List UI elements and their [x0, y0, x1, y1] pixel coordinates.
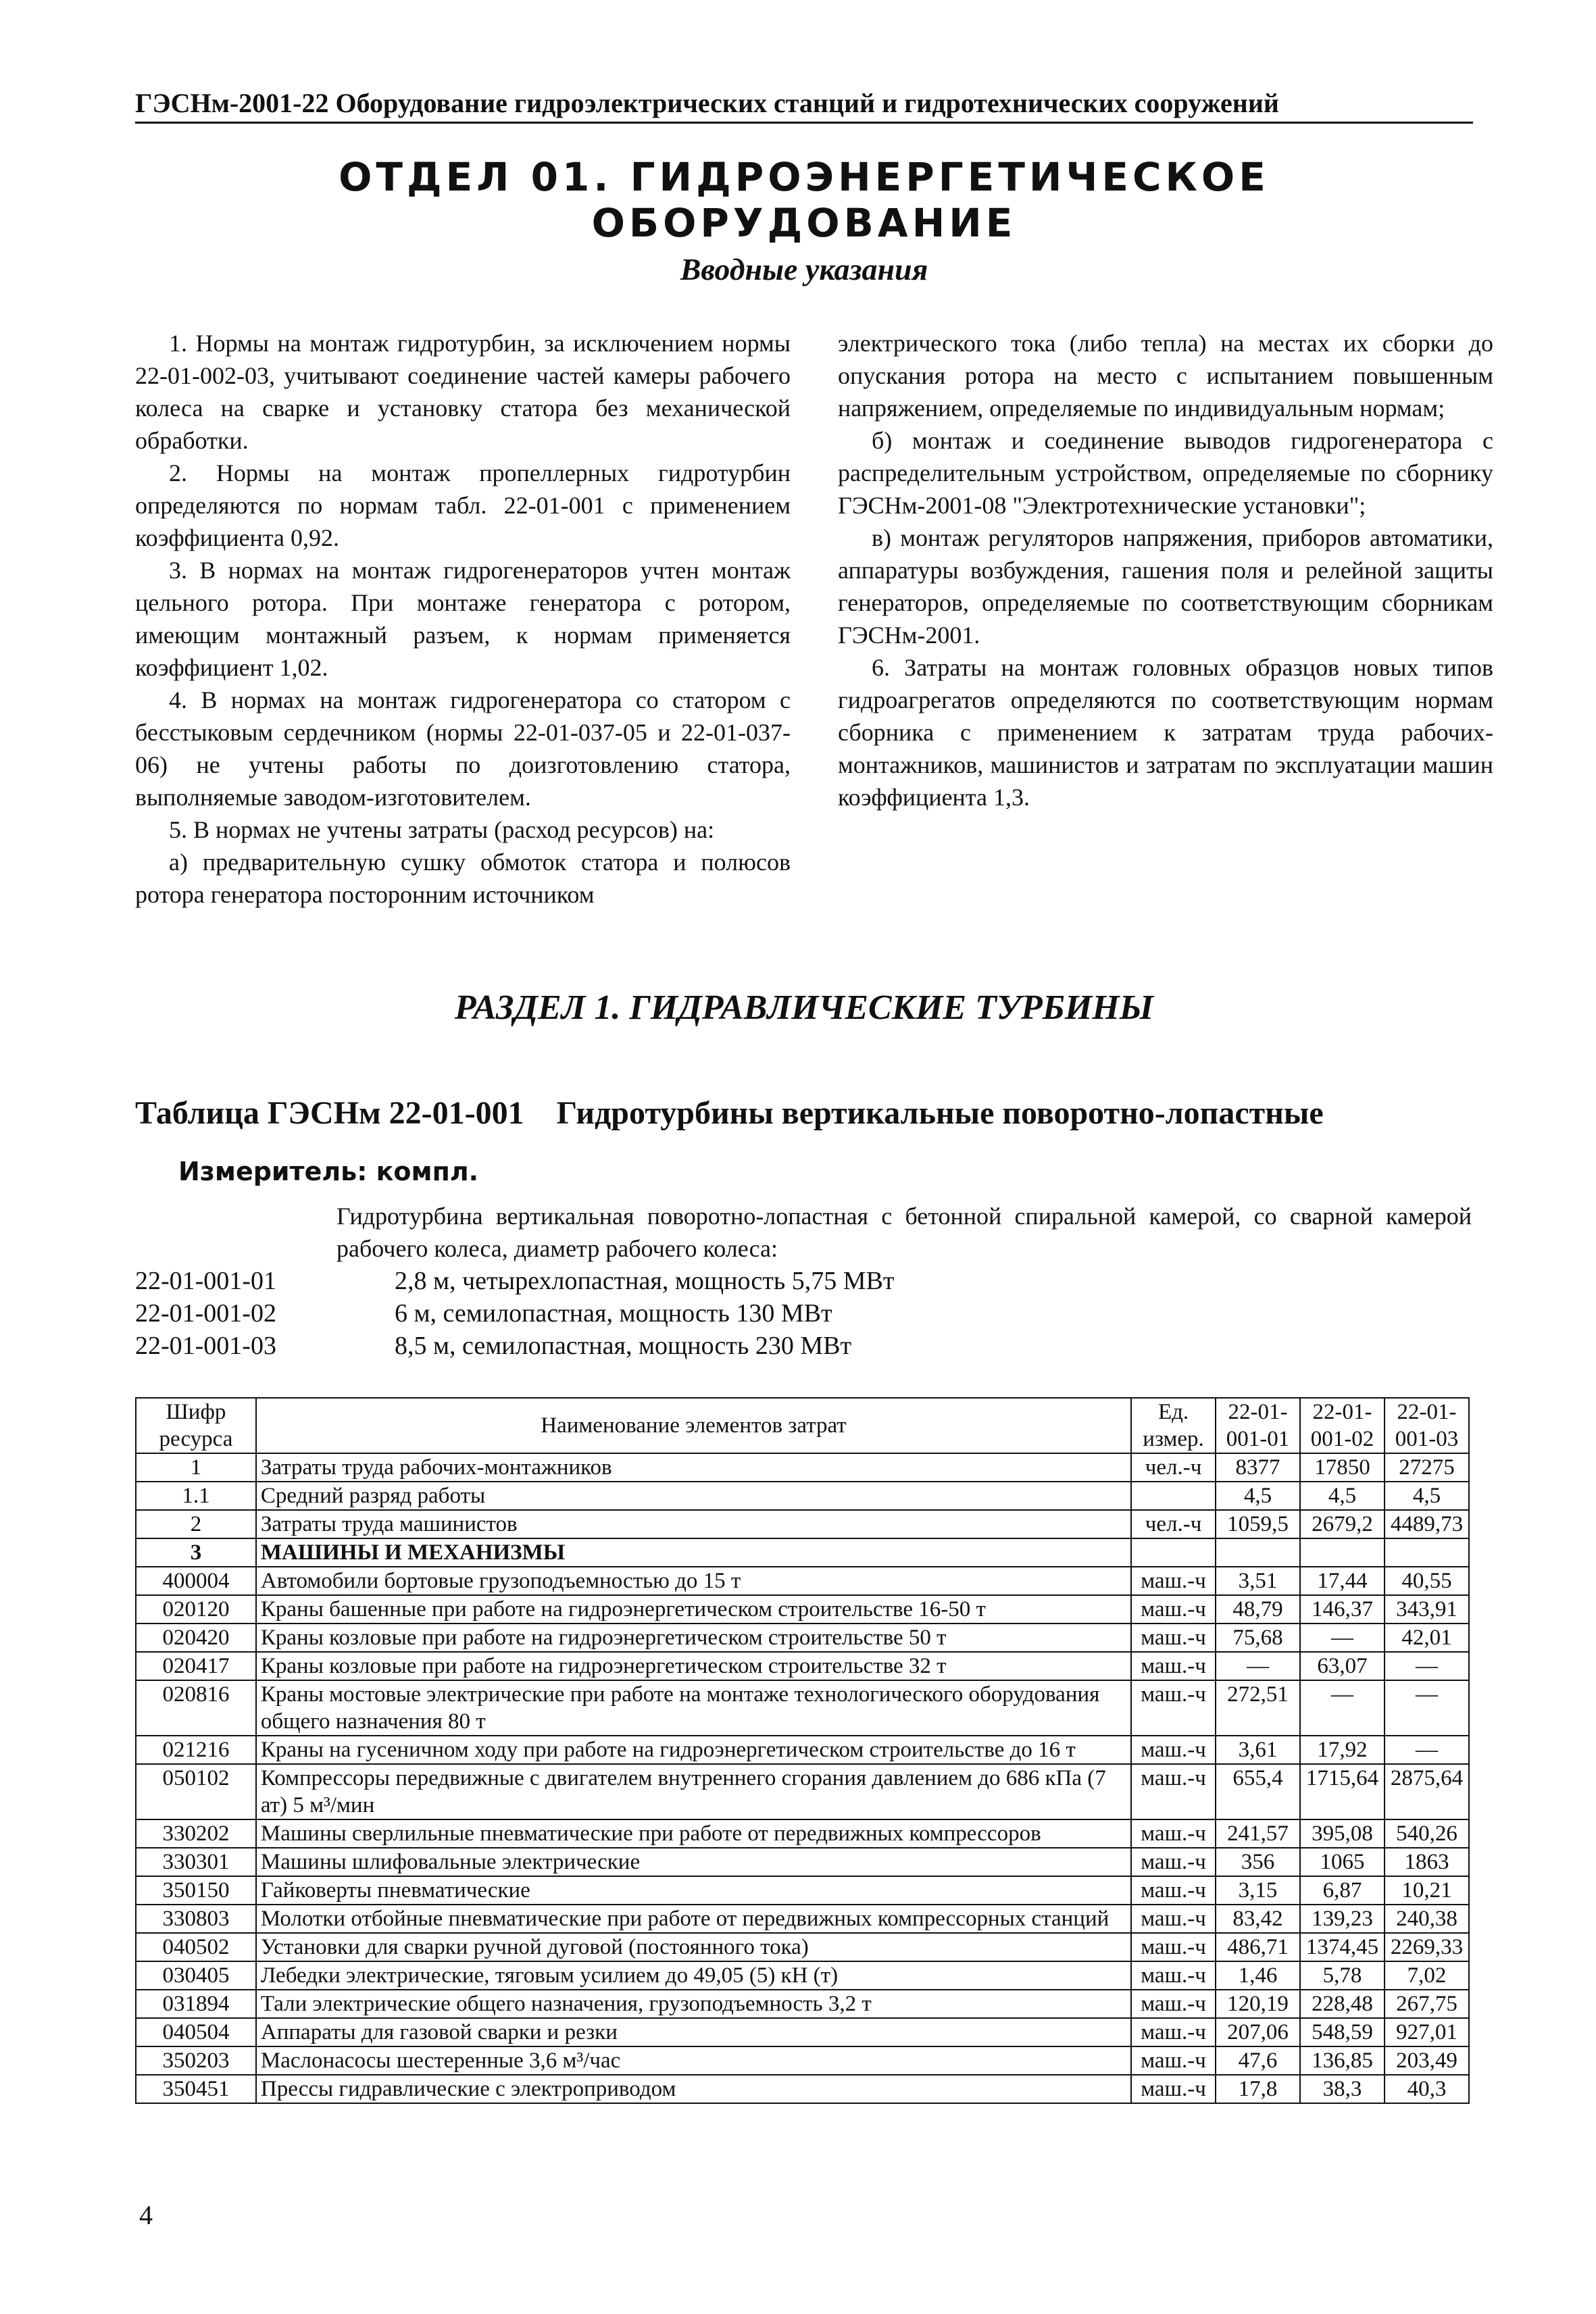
- resource-code: 1.1: [136, 1482, 256, 1510]
- value-variant-1: 3,51: [1216, 1567, 1300, 1595]
- value-variant-2: 38,3: [1300, 2075, 1385, 2103]
- intro-title: Вводные указания: [680, 252, 928, 286]
- value-variant-2: 17850: [1300, 1453, 1385, 1482]
- intro-left-column: [135, 327, 791, 911]
- variant-text: 2,8 м, четырехлопастная, мощность 5,75 МВт: [395, 1267, 895, 1295]
- value-variant-2: 17,44: [1300, 1567, 1385, 1595]
- resource-name: Тали электрические общего назначения, грузоподъемность 3,2 т: [256, 1990, 1131, 2018]
- resource-unit: маш.-ч: [1131, 1961, 1216, 1990]
- table-row: [136, 2046, 1469, 2075]
- value-variant-3: 7,02: [1385, 1961, 1469, 1990]
- value-variant-1: [1216, 1538, 1300, 1567]
- resource-unit: маш.-ч: [1131, 2046, 1216, 2075]
- table-title: [135, 1095, 1324, 1132]
- resource-unit: маш.-ч: [1131, 2018, 1216, 2046]
- value-variant-1: 48,79: [1216, 1595, 1300, 1624]
- variant-code: 22-01-001-02: [135, 1299, 276, 1328]
- value-variant-3: —: [1385, 1736, 1469, 1764]
- value-variant-2: 228,48: [1300, 1990, 1385, 2018]
- value-variant-1: 3,15: [1216, 1876, 1300, 1905]
- variant-text: 8,5 м, семилопастная, мощность 230 МВт: [395, 1332, 852, 1360]
- table-row: [136, 1453, 1469, 1482]
- intro-paragraph: 6. Затраты на монтаж головных образцов новых типов гидроагрегатов определяются по соответствующим нормам сборника с применением к затратам труда рабочих-монтажников, машинистов и затратам по эксплуатации машин коэффициента 1,3.: [838, 654, 1493, 811]
- table-row: [136, 1567, 1469, 1595]
- resource-name: Лебедки электрические, тяговым усилием до 49,05 (5) кН (т): [256, 1961, 1131, 1990]
- value-variant-2: 4,5: [1300, 1482, 1385, 1510]
- resource-unit: чел.-ч: [1131, 1453, 1216, 1482]
- value-variant-2: 17,92: [1300, 1736, 1385, 1764]
- resource-code: 3: [136, 1538, 256, 1567]
- value-variant-2: [1300, 1538, 1385, 1567]
- resource-name: Машины шлифовальные электрические: [256, 1848, 1131, 1876]
- header-name: Наименование элементов затрат: [256, 1398, 1131, 1453]
- resource-table: [135, 1397, 1470, 2104]
- header-unit: Ед. измер.: [1131, 1398, 1216, 1453]
- resource-unit: маш.-ч: [1131, 1736, 1216, 1764]
- resource-unit: маш.-ч: [1131, 1764, 1216, 1819]
- value-variant-2: 395,08: [1300, 1819, 1385, 1848]
- value-variant-3: 40,3: [1385, 2075, 1469, 2103]
- intro-right-column: [838, 327, 1493, 813]
- value-variant-3: 267,75: [1385, 1990, 1469, 2018]
- value-variant-3: 203,49: [1385, 2046, 1469, 2075]
- resource-name: Средний разряд работы: [256, 1482, 1131, 1510]
- intro-paragraph: 5. В нормах не учтены затраты (расход ресурсов) на:: [169, 816, 715, 843]
- resource-name: Прессы гидравлические с электроприводом: [256, 2075, 1131, 2103]
- table-description: Гидротурбина вертикальная поворотно-лопастная с бетонной спиральной камерой, со сварной камерой рабочего колеса, диаметр рабочего колеса:: [336, 1203, 1472, 1262]
- resource-unit: маш.-ч: [1131, 1819, 1216, 1848]
- page-header: ГЭСНм-2001-22 Оборудование гидроэлектрических станций и гидротехнических сооружений: [135, 86, 1473, 124]
- resource-unit: маш.-ч: [1131, 1624, 1216, 1652]
- resource-unit: маш.-ч: [1131, 1990, 1216, 2018]
- department-title: ОТДЕЛ 01. ГИДРОЭНЕРГЕТИЧЕСКОЕ ОБОРУДОВАНИЕ: [339, 154, 1270, 246]
- value-variant-3: —: [1385, 1652, 1469, 1680]
- intro-paragraph: 1. Нормы на монтаж гидротурбин, за исключением нормы 22-01-002-03, учитывают соединение частей камеры рабочего колеса на сварке и установку статора без механической обработки.: [135, 330, 791, 454]
- resource-name: Автомобили бортовые грузоподъемностью до 15 т: [256, 1567, 1131, 1595]
- table-row: [136, 1538, 1469, 1567]
- resource-name: Машины сверлильные пневматические при работе от передвижных компрессоров: [256, 1819, 1131, 1848]
- header-variant-2: 22-01-001-02: [1300, 1398, 1385, 1453]
- value-variant-2: 63,07: [1300, 1652, 1385, 1680]
- value-variant-1: —: [1216, 1652, 1300, 1680]
- resource-unit: маш.-ч: [1131, 2075, 1216, 2103]
- header-code: Шифр ресурса: [136, 1398, 256, 1453]
- table-header-row: [136, 1398, 1469, 1453]
- table-row: [136, 1905, 1469, 1933]
- value-variant-1: 3,61: [1216, 1736, 1300, 1764]
- intro-paragraph: в) монтаж регуляторов напряжения, приборов автоматики, аппаратуры возбуждения, гашения поля и релейной защиты генераторов, определяемые по соответствующим сборникам ГЭСНм-2001.: [838, 524, 1493, 649]
- resource-code: 350150: [136, 1876, 256, 1905]
- table-row: [136, 1876, 1469, 1905]
- value-variant-1: 356: [1216, 1848, 1300, 1876]
- resource-name: Компрессоры передвижные с двигателем внутреннего сгорания давлением до 686 кПа (7 ат) 5 м³/мин: [256, 1764, 1131, 1819]
- resource-unit: [1131, 1538, 1216, 1567]
- value-variant-2: 2679,2: [1300, 1510, 1385, 1538]
- value-variant-2: —: [1300, 1624, 1385, 1652]
- value-variant-1: 486,71: [1216, 1933, 1300, 1961]
- resource-code: 330803: [136, 1905, 256, 1933]
- resource-code: 020120: [136, 1595, 256, 1624]
- value-variant-2: 1715,64: [1300, 1764, 1385, 1819]
- resource-name: Установки для сварки ручной дуговой (постоянного тока): [256, 1933, 1131, 1961]
- resource-name: Краны козловые при работе на гидроэнергетическом строительстве 50 т: [256, 1624, 1131, 1652]
- resource-name: Затраты труда машинистов: [256, 1510, 1131, 1538]
- resource-name: МАШИНЫ И МЕХАНИЗМЫ: [256, 1538, 1131, 1567]
- variant-code: 22-01-001-01: [135, 1267, 276, 1295]
- resource-unit: [1131, 1482, 1216, 1510]
- table-row: [136, 1990, 1469, 2018]
- value-variant-1: 207,06: [1216, 2018, 1300, 2046]
- resource-name: Гайковерты пневматические: [256, 1876, 1131, 1905]
- value-variant-3: 10,21: [1385, 1876, 1469, 1905]
- section-title: РАЗДЕЛ 1. ГИДРАВЛИЧЕСКИЕ ТУРБИНЫ: [454, 988, 1154, 1027]
- value-variant-2: 139,23: [1300, 1905, 1385, 1933]
- value-variant-1: 655,4: [1216, 1764, 1300, 1819]
- resource-code: 020420: [136, 1624, 256, 1652]
- value-variant-1: 272,51: [1216, 1680, 1300, 1736]
- table-row: [136, 1624, 1469, 1652]
- resource-code: 050102: [136, 1764, 256, 1819]
- value-variant-3: 4,5: [1385, 1482, 1469, 1510]
- intro-paragraph: электрического тока (либо тепла) на местах их сборки до опускания ротора на место с испытанием повышенным напряжением, определяемые по индивидуальным нормам;: [838, 330, 1493, 422]
- resource-name: Молотки отбойные пневматические при работе от передвижных компрессорных станций: [256, 1905, 1131, 1933]
- resource-name: Затраты труда рабочих-монтажников: [256, 1453, 1131, 1482]
- value-variant-3: [1385, 1538, 1469, 1567]
- resource-code: 040504: [136, 2018, 256, 2046]
- table-row: [136, 1482, 1469, 1510]
- value-variant-3: —: [1385, 1680, 1469, 1736]
- variant-row: [135, 1330, 894, 1362]
- value-variant-3: 27275: [1385, 1453, 1469, 1482]
- resource-name: Маслонасосы шестеренные 3,6 м³/час: [256, 2046, 1131, 2075]
- table-row: [136, 1680, 1469, 1736]
- resource-unit: маш.-ч: [1131, 1680, 1216, 1736]
- value-variant-1: 8377: [1216, 1453, 1300, 1482]
- value-variant-2: 1374,45: [1300, 1933, 1385, 1961]
- table-name: Гидротурбины вертикальные поворотно-лопастные: [556, 1095, 1324, 1131]
- value-variant-2: 548,59: [1300, 2018, 1385, 2046]
- value-variant-1: 47,6: [1216, 2046, 1300, 2075]
- table-row: [136, 2018, 1469, 2046]
- table-code: Таблица ГЭСНм 22-01-001: [135, 1095, 524, 1131]
- resource-code: 021216: [136, 1736, 256, 1764]
- variant-row: [135, 1297, 894, 1330]
- resource-code: 2: [136, 1510, 256, 1538]
- value-variant-3: 240,38: [1385, 1905, 1469, 1933]
- resource-code: 031894: [136, 1990, 256, 2018]
- resource-code: 1: [136, 1453, 256, 1482]
- resource-unit: маш.-ч: [1131, 1848, 1216, 1876]
- value-variant-1: 1,46: [1216, 1961, 1300, 1990]
- resource-unit: маш.-ч: [1131, 1876, 1216, 1905]
- table-row: [136, 1848, 1469, 1876]
- resource-unit: маш.-ч: [1131, 1595, 1216, 1624]
- value-variant-3: 42,01: [1385, 1624, 1469, 1652]
- table-row: [136, 2075, 1469, 2103]
- resource-code: 330301: [136, 1848, 256, 1876]
- resource-code: 330202: [136, 1819, 256, 1848]
- resource-name: Аппараты для газовой сварки и резки: [256, 2018, 1131, 2046]
- intro-paragraph: а) предварительную сушку обмоток статора и полюсов ротора генератора посторонним источником: [135, 849, 791, 908]
- table-row: [136, 1652, 1469, 1680]
- resource-code: 350203: [136, 2046, 256, 2075]
- variant-row: [135, 1265, 894, 1297]
- measure-unit: Измеритель: компл.: [178, 1157, 479, 1186]
- value-variant-1: 241,57: [1216, 1819, 1300, 1848]
- value-variant-1: 75,68: [1216, 1624, 1300, 1652]
- table-row: [136, 1510, 1469, 1538]
- value-variant-1: 17,8: [1216, 2075, 1300, 2103]
- value-variant-3: 4489,73: [1385, 1510, 1469, 1538]
- value-variant-1: 83,42: [1216, 1905, 1300, 1933]
- page-number: 4: [139, 2200, 153, 2230]
- value-variant-3: 927,01: [1385, 2018, 1469, 2046]
- resource-name: Краны на гусеничном ходу при работе на гидроэнергетическом строительстве до 16 т: [256, 1736, 1131, 1764]
- value-variant-3: 40,55: [1385, 1567, 1469, 1595]
- variant-code: 22-01-001-03: [135, 1332, 276, 1360]
- resource-unit: маш.-ч: [1131, 1905, 1216, 1933]
- value-variant-2: 136,85: [1300, 2046, 1385, 2075]
- value-variant-2: 6,87: [1300, 1876, 1385, 1905]
- table-row: [136, 1933, 1469, 1961]
- variant-list: [135, 1265, 894, 1362]
- value-variant-2: 1065: [1300, 1848, 1385, 1876]
- value-variant-3: 2269,33: [1385, 1933, 1469, 1961]
- value-variant-2: —: [1300, 1680, 1385, 1736]
- value-variant-3: 343,91: [1385, 1595, 1469, 1624]
- table-row: [136, 1595, 1469, 1624]
- resource-code: 030405: [136, 1961, 256, 1990]
- resource-name: Краны мостовые электрические при работе на монтаже технологического оборудования общего назначения 80 т: [256, 1680, 1131, 1736]
- resource-code: 020417: [136, 1652, 256, 1680]
- table-row: [136, 1961, 1469, 1990]
- intro-paragraph: 4. В нормах на монтаж гидрогенератора со статором с бесстыковым сердечником (нормы 22-01-037-05 и 22-01-037-06) не учтены работы по доизготовлению статора, выполняемые заводом-изготовителем.: [135, 686, 791, 811]
- header-variant-3: 22-01-001-03: [1385, 1398, 1469, 1453]
- table-row: [136, 1819, 1469, 1848]
- resource-code: 040502: [136, 1933, 256, 1961]
- value-variant-2: 146,37: [1300, 1595, 1385, 1624]
- variant-text: 6 м, семилопастная, мощность 130 МВт: [395, 1299, 832, 1328]
- value-variant-2: 5,78: [1300, 1961, 1385, 1990]
- intro-paragraph: 2. Нормы на монтаж пропеллерных гидротурбин определяются по нормам табл. 22-01-001 с применением коэффициента 0,92.: [135, 459, 791, 551]
- resource-name: Краны козловые при работе на гидроэнергетическом строительстве 32 т: [256, 1652, 1131, 1680]
- resource-code: 400004: [136, 1567, 256, 1595]
- value-variant-1: 120,19: [1216, 1990, 1300, 2018]
- intro-paragraph: б) монтаж и соединение выводов гидрогенератора с распределительным устройством, определяемые по сборнику ГЭСНм-2001-08 "Электротехнические установки";: [838, 427, 1493, 519]
- intro-paragraph: 3. В нормах на монтаж гидрогенераторов учтен монтаж цельного ротора. При монтаже генератора с ротором, имеющим монтажный разъем, к нормам применяется коэффициент 1,02.: [135, 557, 791, 681]
- value-variant-1: 4,5: [1216, 1482, 1300, 1510]
- resource-name: Краны башенные при работе на гидроэнергетическом строительстве 16-50 т: [256, 1595, 1131, 1624]
- resource-unit: маш.-ч: [1131, 1933, 1216, 1961]
- value-variant-1: 1059,5: [1216, 1510, 1300, 1538]
- value-variant-3: 540,26: [1385, 1819, 1469, 1848]
- resource-unit: маш.-ч: [1131, 1652, 1216, 1680]
- resource-code: 350451: [136, 2075, 256, 2103]
- resource-unit: чел.-ч: [1131, 1510, 1216, 1538]
- resource-code: 020816: [136, 1680, 256, 1736]
- table-row: [136, 1736, 1469, 1764]
- value-variant-3: 1863: [1385, 1848, 1469, 1876]
- table-row: [136, 1764, 1469, 1819]
- resource-unit: маш.-ч: [1131, 1567, 1216, 1595]
- value-variant-3: 2875,64: [1385, 1764, 1469, 1819]
- header-variant-1: 22-01-001-01: [1216, 1398, 1300, 1453]
